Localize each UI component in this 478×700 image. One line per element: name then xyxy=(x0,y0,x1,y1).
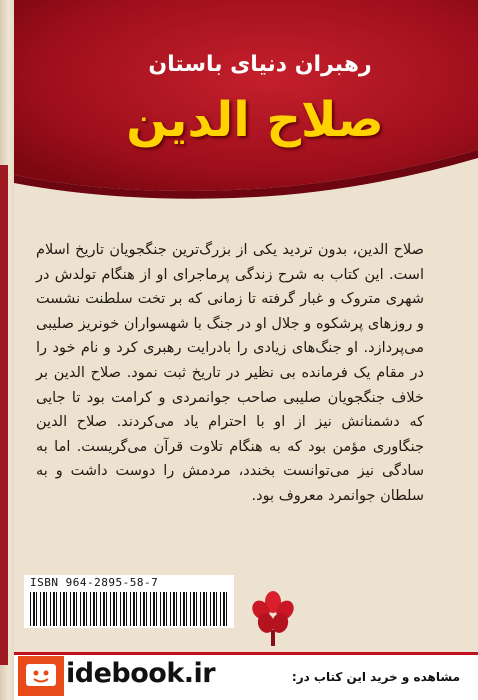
footer-tagline: مشاهده و خرید این کتاب در: xyxy=(291,670,460,684)
isbn-label: ISBN 964-2895-58-7 xyxy=(30,576,159,589)
book-logo-icon[interactable] xyxy=(18,656,64,696)
publisher-flower-icon xyxy=(248,588,298,648)
spine-red-strip xyxy=(0,165,8,665)
series-title: رهبران دنیای باستان xyxy=(148,52,372,77)
book-title: صلاح الدین xyxy=(126,92,384,148)
site-name-link[interactable]: idebook.ir xyxy=(66,658,216,689)
footer-accent-line xyxy=(14,652,478,655)
barcode-icon xyxy=(30,592,228,626)
book-description: صلاح الدین، بدون تردید یکی از بزرگ‌ترین جنگجویان تاریخ اسلام است. این کتاب به شرح زندگی پرماجرای او از هنگام تولدش در شهری متروک و غبار گرفته تا زمانی که بر تخت سلطنت نشست و روزهای پرشکوه و جلال او در جنگ با شهسواران خونریز صلیبی می‌پردازد. او جنگ‌های زیادی را بادرایت رهبری کرد و نام خود را در مقام یک فرمانده بی نظیر در تاریخ ثبت نمود. صلاح الدین بر خلاف جنگجویان صلیبی صاحب جوانمردی و کرامت بود تا جایی که دشمنانش نیز از او با احترام یاد می‌کردند. صلاح الدین جنگاوری مؤمن بود که به هنگام تلاوت قرآن می‌گریست. اما به سادگی نیز می‌توانست بخندد، مردمش را دوست داشت و به سلطان جوانمرد معروف بود. xyxy=(36,242,424,504)
